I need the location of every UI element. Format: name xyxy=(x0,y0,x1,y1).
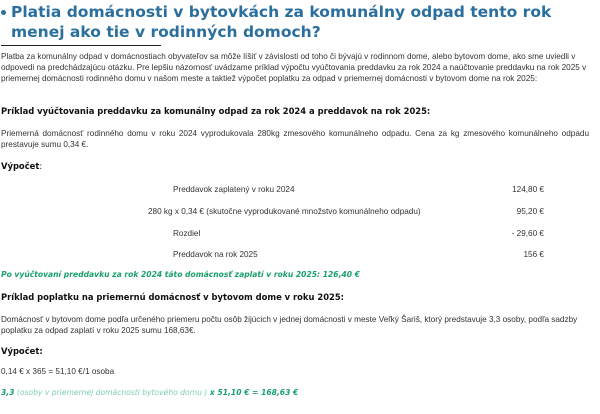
result-note: (osoby v priemernej domácnosti bytového domu ) xyxy=(14,388,208,397)
title-underline xyxy=(1,45,161,46)
calc-row xyxy=(0,184,600,195)
calc-row-label: Preddavok na rok 2025 xyxy=(173,250,258,259)
example1-result: Po vyúčtovaní preddavku za rok 2024 táto domácnosť zaplatí v roku 2025: 126,40 € xyxy=(1,270,360,279)
question-title: Platia domácnosti v bytovkách za komunálny odpad tento rok menej ako tie v rodinných domoch? xyxy=(11,3,552,41)
calc-row xyxy=(0,228,600,239)
example1-heading: Príklad vyúčtovania preddavku za komunálny odpad za rok 2024 a preddavok na rok 2025: xyxy=(1,106,431,116)
calc-label-colon: : xyxy=(39,161,43,171)
calc-row-label: Preddavok zaplatený v roku 2024 xyxy=(173,185,295,194)
bullet-icon xyxy=(1,10,6,15)
calc-row-value: 95,20 € xyxy=(516,207,544,216)
example2-text: Domácnosť v bytovom dome podľa určeného priemeru počtu osôb žijúcich v jednej domácnosti v meste Veľký Šariš, ktorý predstavuje 3,3 osoby, podľa sadzby poplatku za odpad zaplatí v roku 2025 sumu 168,63€. xyxy=(1,315,578,335)
example2-calc-label: Výpočet: xyxy=(1,346,43,356)
calc-label-text: Výpočet xyxy=(1,161,40,171)
calc-row-value: 124,80 € xyxy=(512,185,544,194)
example1-calc-label xyxy=(1,161,42,172)
calc-row xyxy=(0,249,600,260)
calc-row-label: 280 kg x 0,34 € (skutočne vyprodukované množstvo komunálneho odpadu) xyxy=(148,207,421,216)
calc-row-label: Rozdiel xyxy=(173,229,201,238)
result-total: x 51,10 € = 168,63 € xyxy=(207,388,299,397)
calc-row xyxy=(0,206,600,217)
example2-formula: 0,14 € x 365 = 51,10 €/1 osoba xyxy=(1,367,115,376)
example2-heading: Príklad poplatku na priemernú domácnosť v bytovom dome v roku 2025: xyxy=(1,292,345,302)
calc-row-value: 156 € xyxy=(523,250,544,259)
example1-text: Priemerná domácnosť rodinného domu v roku 2024 vyprodukovala 280kg zmesového komunálneho odpadu. Cena za kg zmesového komunálneho odpadu prestavuje sumu 0,34 €. xyxy=(1,129,589,149)
example2-result xyxy=(1,387,298,398)
calc-row-value: - 29,60 € xyxy=(511,229,544,238)
result-persons: 3,3 xyxy=(1,388,15,397)
intro-paragraph: Platba za komunálny odpad v domácnostiach obyvateľov sa môže líšiť v závislosti od toho či bývajú v rodinnom dome, alebo bytovom dome, ako sme uviedli v odpovedi na predchádzajúcu otázku. Pre lepšiu názornosť uvádzame príklad výpočtu vyúčtovania preddavku za rok 2024 a naúčtovanie preddavku na rok 2025 v priemernej domácnosti rodinného domu v našom meste a taktiež výpočet poplatku za odpad v priemernej domácnosti v bytovom dome na rok 2025: xyxy=(1,52,587,83)
